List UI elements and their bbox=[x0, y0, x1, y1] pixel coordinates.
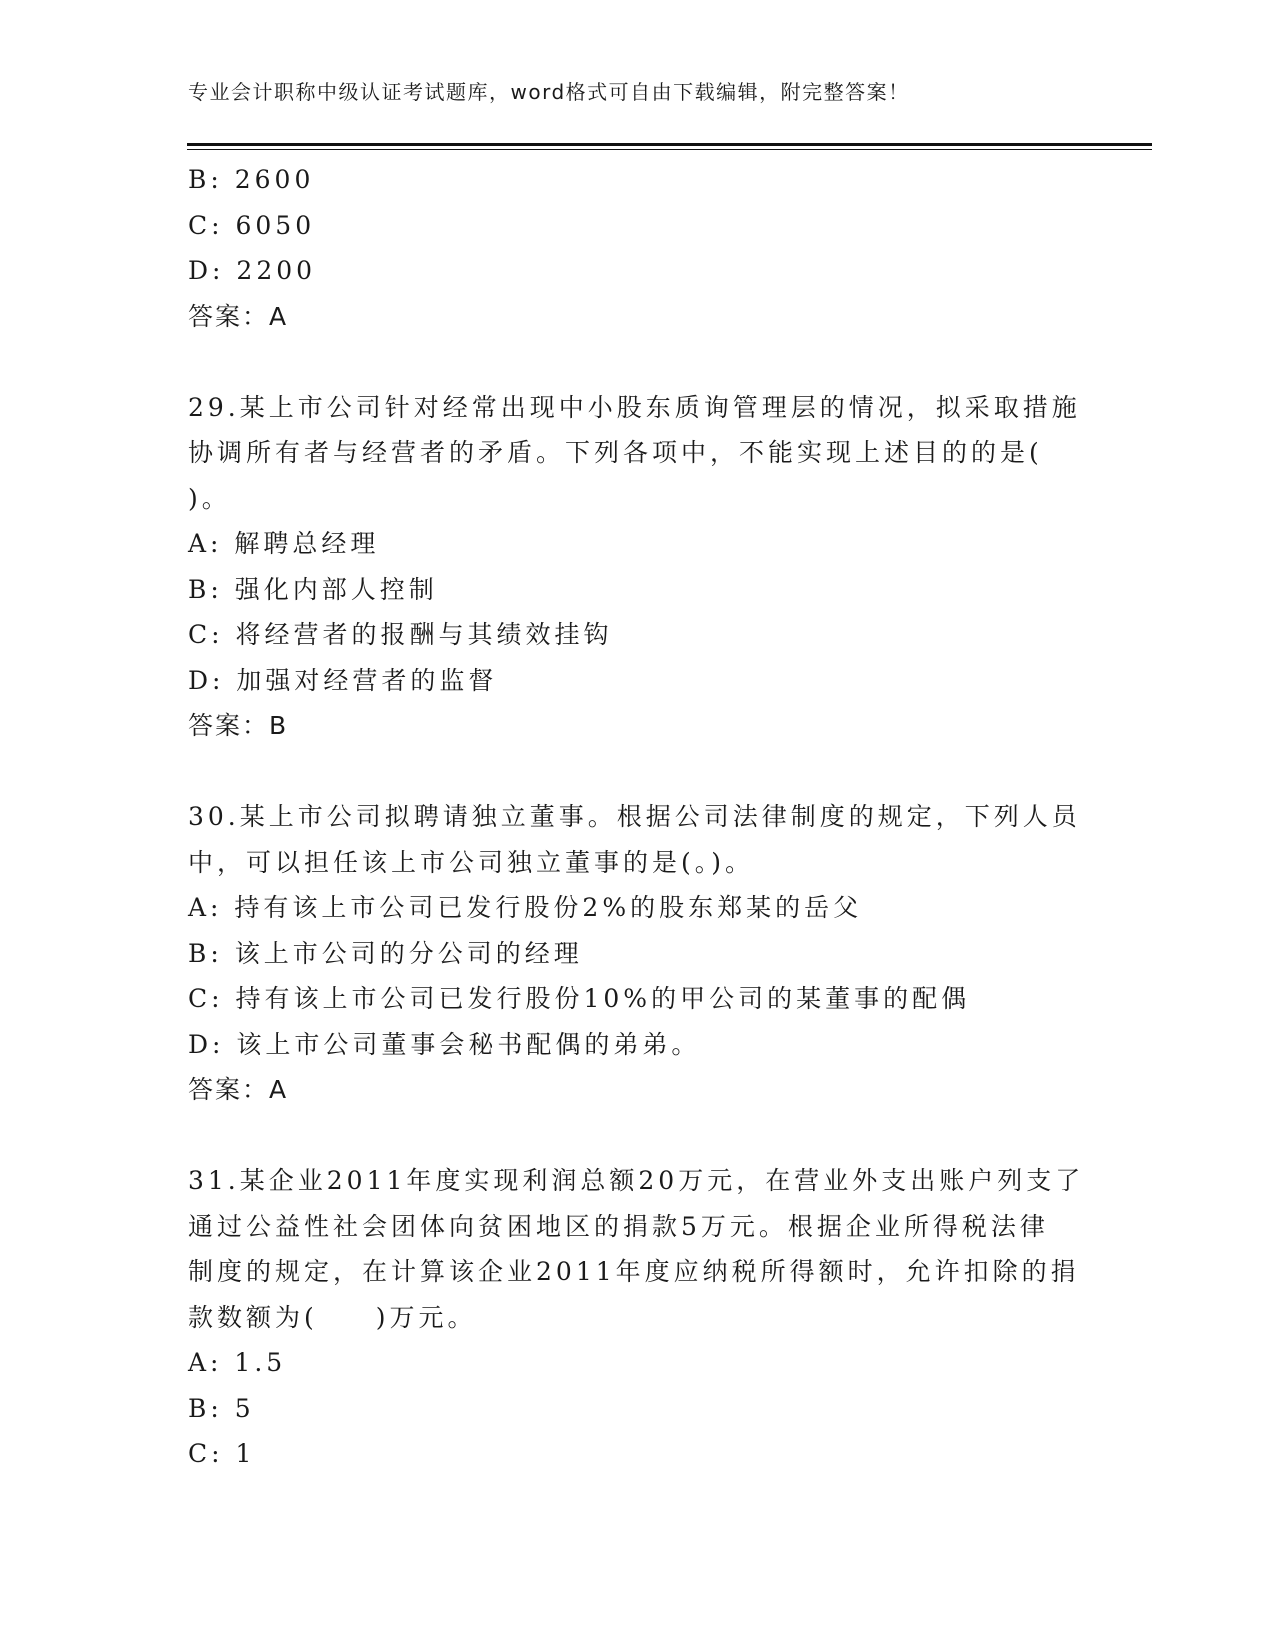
question-stem-line: )。 bbox=[188, 483, 231, 513]
question-30 bbox=[188, 794, 1088, 1113]
question-stem-line: 30.某上市公司拟聘请独立董事。根据公司法律制度的规定，下列人员 bbox=[188, 802, 1081, 831]
question-stem-line: 制度的规定，在计算该企业2011年度应纳税所得额时，允许扣除的捐 bbox=[188, 1257, 1080, 1286]
option-b: B: 5 bbox=[188, 1393, 255, 1423]
option-d: D: 2200 bbox=[188, 256, 317, 285]
option-b: B: 强化内部人控制 bbox=[188, 574, 438, 604]
option-b: B: 2600 bbox=[188, 165, 315, 194]
header-rule-thick bbox=[187, 143, 1152, 146]
question-stem-line: 31.某企业2011年度实现利润总额20万元，在营业外支出账户列支了 bbox=[188, 1166, 1085, 1195]
option-d: D: 加强对经营者的监督 bbox=[188, 665, 498, 695]
question-28-continued bbox=[188, 157, 1088, 339]
question-29 bbox=[188, 385, 1088, 749]
question-stem-line: 通过公益性社会团体向贫困地区的捐款5万元。根据企业所得税法律 bbox=[188, 1211, 1049, 1241]
option-a: A: 持有该上市公司已发行股份2%的股东郑某的岳父 bbox=[188, 893, 863, 922]
question-stem-line: 款数额为( )万元。 bbox=[188, 1302, 477, 1332]
page-header: 专业会计职称中级认证考试题库，word格式可自由下载编辑，附完整答案！ bbox=[188, 80, 910, 104]
question-31 bbox=[188, 1158, 1088, 1477]
question-list bbox=[188, 157, 1088, 1477]
option-c: C: 将经营者的报酬与其绩效挂钩 bbox=[188, 620, 613, 649]
question-stem-line: 中，可以担任该上市公司独立董事的是(。)。 bbox=[188, 847, 755, 877]
option-c: C: 持有该上市公司已发行股份10%的甲公司的某董事的配偶 bbox=[188, 984, 971, 1013]
answer-line: 答案：A bbox=[188, 1075, 289, 1104]
option-d: D: 该上市公司董事会秘书配偶的弟弟。 bbox=[188, 1029, 701, 1059]
option-b: B: 该上市公司的分公司的经理 bbox=[188, 938, 583, 968]
question-stem-line: 协调所有者与经营者的矛盾。下列各项中，不能实现上述目的的是( bbox=[188, 438, 1043, 467]
answer-line: 答案：A bbox=[188, 301, 289, 331]
option-a: A: 解聘总经理 bbox=[188, 529, 380, 558]
question-stem-line: 29.某上市公司针对经常出现中小股东质询管理层的情况，拟采取措施 bbox=[188, 392, 1081, 422]
option-a: A: 1.5 bbox=[188, 1348, 287, 1377]
option-c: C: 1 bbox=[188, 1439, 256, 1468]
answer-line: 答案：B bbox=[188, 711, 289, 740]
option-c: C: 6050 bbox=[188, 210, 316, 240]
header-rule-thin bbox=[187, 149, 1152, 150]
